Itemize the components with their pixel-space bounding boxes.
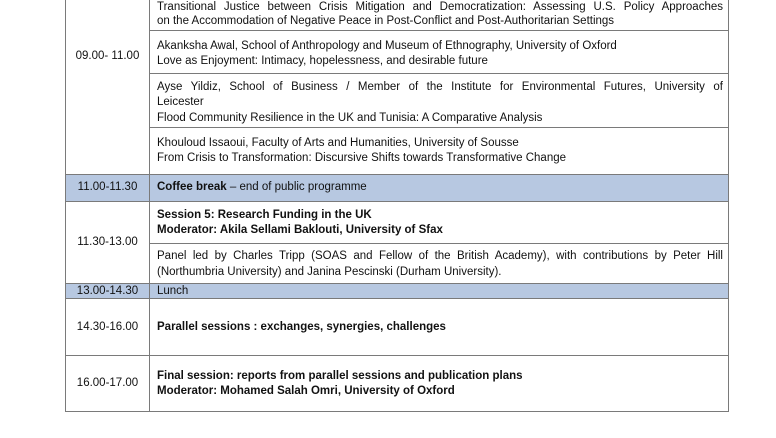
panel-description: Panel led by Charles Tripp (SOAS and Fellow of the British Academy), with contributions by Peter Hill: [157, 250, 723, 262]
table-border-bottom: [65, 411, 729, 412]
coffee-break-note: – end of public programme: [226, 181, 367, 193]
time-slot: 16.00-17.00: [76, 377, 139, 389]
session-moderator: Moderator: Akila Sellami Baklouti, University of Sfax: [157, 224, 443, 236]
row-divider: [149, 73, 728, 74]
time-slot: 11.00-11.30: [77, 181, 138, 193]
table-border-right: [728, 0, 729, 412]
speaker: Khouloud Issaoui, Faculty of Arts and Humanities, University of Sousse: [157, 137, 519, 149]
panel-description-continued: (Northumbria University) and Janina Pescinski (Durham University).: [157, 266, 502, 278]
speaker: Akanksha Awal, School of Anthropology and Museum of Ethnography, University of Oxford: [157, 40, 617, 52]
talk-title-continued: on the Accommodation of Negative Peace in Post-Conflict and Post-Authoritarian Settings: [157, 15, 615, 27]
time-slot: 11.30-13.00: [77, 236, 138, 248]
session-moderator: Moderator: Mohamed Salah Omri, University of Oxford: [157, 385, 455, 397]
time-slot: 09.00- 11.00: [75, 50, 140, 62]
talk-title: From Crisis to Transformation: Discursive Shifts towards Transformative Change: [157, 152, 567, 164]
session-title: Session 5: Research Funding in the UK: [157, 209, 372, 221]
session-title: Final session: reports from parallel sessions and publication plans: [157, 370, 523, 382]
row-divider: [149, 30, 728, 31]
talk-title: Love as Enjoyment: Intimacy, hopelessness, and desirable future: [157, 55, 488, 67]
coffee-break-label: [157, 180, 367, 194]
row-divider: [65, 174, 728, 175]
speaker: Ayse Yildiz, School of Business / Member of the Institute for Environmental Futures, University of: [157, 81, 723, 93]
row-divider: [149, 127, 728, 128]
time-slot: 13.00-14.30: [76, 285, 139, 297]
row-divider: [65, 298, 728, 299]
row-divider: [149, 243, 728, 244]
row-divider: [65, 355, 728, 356]
talk-title: Flood Community Resilience in the UK and Tunisia: A Comparative Analysis: [157, 112, 543, 124]
talk-title: Transitional Justice between Crisis Mitigation and Democratization: Assessing U.S. Policy Approaches: [157, 1, 723, 13]
row-divider: [65, 201, 728, 202]
coffee-break-bold: Coffee break: [157, 181, 227, 193]
parallel-sessions-label: Parallel sessions : exchanges, synergies, challenges: [157, 321, 446, 333]
speaker-continued: Leicester: [157, 96, 204, 108]
time-slot: 14.30-16.00: [76, 321, 139, 333]
lunch-label: Lunch: [157, 285, 189, 297]
